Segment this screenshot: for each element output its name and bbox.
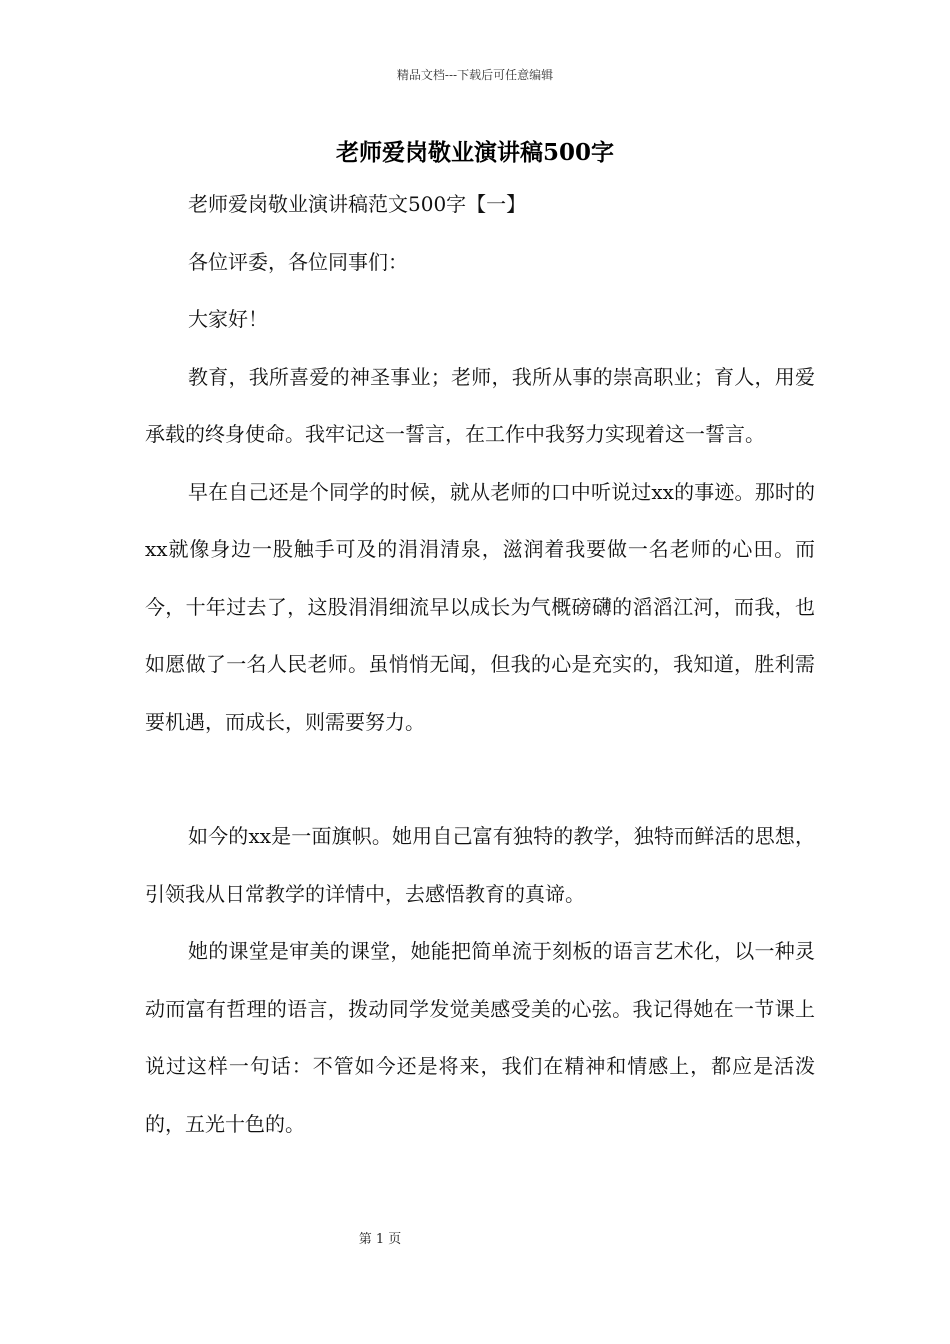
document-title: 老师爱岗敬业演讲稿500字	[335, 139, 614, 166]
paragraph: 她的课堂是审美的课堂，她能把简单流于刻板的语言艺术化，以一种灵动而富有哲理的语言，拨动同学发觉美感受美的心弦。我记得她在一节课上说过这样一句话：不管如今还是将来，我们在精神和情感上，都应是活泼的，五光十色的。	[145, 939, 815, 1136]
paragraph: 如今的xx是一面旗帜。她用自己富有独特的教学，独特而鲜活的思想，引领我从日常教学的详情中，去感悟教育的真谛。	[145, 824, 815, 906]
document-body	[145, 176, 815, 1153]
greeting: 大家好！	[188, 307, 268, 331]
page-number: 第 1 页	[358, 1232, 402, 1247]
page-header: 精品文档---下载后可任意编辑	[396, 68, 554, 82]
paragraph: 早在自己还是个同学的时候，就从老师的口中听说过xx的事迹。那时的xx就像身边一股触手可及的涓涓清泉，滋润着我要做一名老师的心田。而今，十年过去了，这股涓涓细流早以成长为气概磅礴的滔滔江河，而我，也如愿做了一名人民老师。虽悄悄无闻，但我的心是充实的，我知道，胜利需要机遇，而成长，则需要努力。	[145, 479, 815, 734]
salutation: 各位评委，各位同事们：	[188, 249, 408, 274]
section-heading: 老师爱岗敬业演讲稿范文500字【一】	[188, 192, 527, 216]
paragraph: 教育，我所喜爱的神圣事业；老师，我所从事的崇高职业；育人，用爱承载的终身使命。我牢记这一誓言，在工作中我努力实现着这一誓言。	[145, 364, 815, 446]
